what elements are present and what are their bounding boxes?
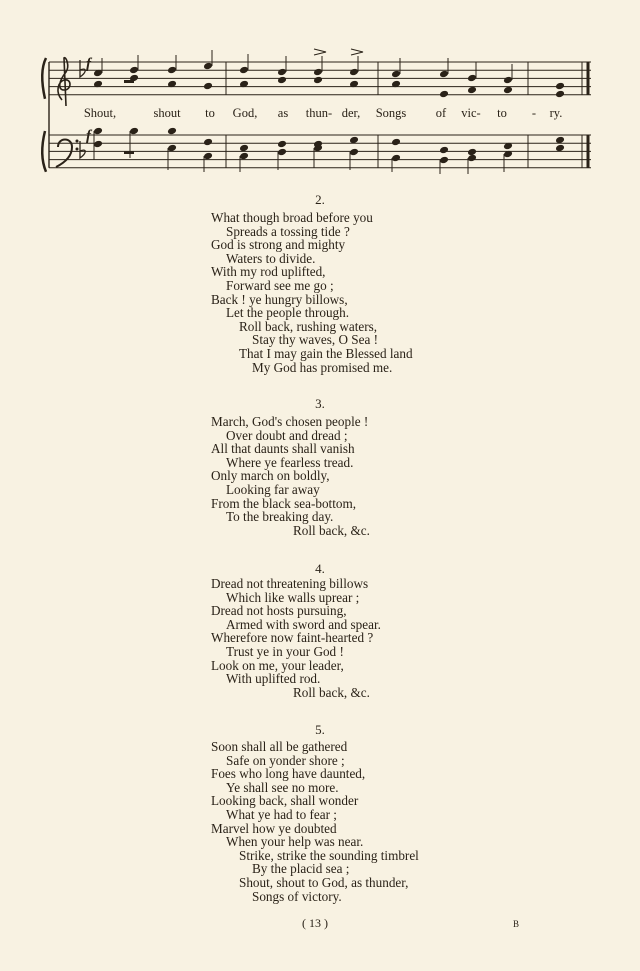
verse-line: All that daunts shall vanish xyxy=(211,441,355,457)
lyric-syllable: - xyxy=(531,106,537,120)
lyric-syllable: shout xyxy=(153,106,181,120)
verse-line: Wherefore now faint-hearted ? xyxy=(211,630,374,646)
verse-line: Ye shall see no more. xyxy=(226,779,339,795)
verse-line: Shout, shout to God, as thunder, xyxy=(239,875,409,890)
verse-line: Roll back, &c. xyxy=(293,522,370,538)
verse-line: Which like walls uprear ; xyxy=(226,589,360,605)
notehead xyxy=(203,62,213,71)
bracket-bottom xyxy=(42,131,46,172)
verse-line: Trust ye in your God ! xyxy=(226,644,344,659)
notehead xyxy=(93,140,103,149)
lyric-syllable: thun- xyxy=(305,106,333,120)
notehead xyxy=(129,66,139,75)
verse-line: Back ! ye hungry billows, xyxy=(211,291,348,307)
notehead xyxy=(391,154,401,163)
notehead xyxy=(167,127,177,136)
verse-line: Armed with sword and spear. xyxy=(226,616,381,632)
verse-line: Songs of victory. xyxy=(252,888,342,904)
verse-line: To the breaking day. xyxy=(226,509,334,525)
verse-line: By the placid sea ; xyxy=(252,861,350,877)
verse-line: Over doubt and dread ; xyxy=(226,427,348,443)
notehead xyxy=(93,127,103,136)
notehead xyxy=(439,70,449,79)
notehead xyxy=(467,74,477,83)
notehead xyxy=(555,82,565,91)
lyric-syllable: of xyxy=(435,106,447,120)
verse-line: Roll back, rushing waters, xyxy=(239,318,378,334)
bass-clef-dot xyxy=(76,140,79,143)
verse-line: That I may gain the Blessed land xyxy=(239,346,413,361)
accent-mark xyxy=(314,49,326,55)
verse-number: 5. xyxy=(315,722,325,737)
verse-line: March, God's chosen people ! xyxy=(211,414,369,429)
lyric-syllable: Shout, xyxy=(83,106,117,120)
notehead xyxy=(391,70,401,79)
notehead xyxy=(555,90,565,99)
treble-clef-icon xyxy=(58,58,70,106)
lyric-syllable: Songs xyxy=(375,106,407,120)
verse-line: Look on me, your leader, xyxy=(211,657,344,673)
verse-line: With my rod uplifted, xyxy=(211,264,326,280)
dynamic-forte-bass: f xyxy=(86,128,91,144)
verse-line: Let the people through. xyxy=(226,305,350,321)
verse-line: From the black sea-bottom, xyxy=(211,495,357,511)
notehead xyxy=(439,90,449,99)
verse-line: Dread not hosts pursuing, xyxy=(211,603,347,619)
notehead xyxy=(239,152,249,161)
notehead xyxy=(239,66,249,75)
verse-line: What though broad before you xyxy=(211,210,373,225)
half-rest xyxy=(124,80,134,83)
notehead xyxy=(503,76,513,85)
lyric-syllable: ry. xyxy=(549,106,563,120)
bracket-top xyxy=(42,58,46,99)
lyric-syllable: der, xyxy=(341,106,361,120)
verse-number: 2. xyxy=(315,192,325,207)
verse-line: Safe on yonder shore ; xyxy=(226,752,345,768)
verse-line: Dread not threatening billows xyxy=(211,576,369,591)
notehead xyxy=(467,154,477,163)
half-rest xyxy=(124,151,134,154)
verse-line: My God has promised me. xyxy=(252,359,393,375)
verse-line: Waters to divide. xyxy=(226,250,316,266)
page-number: ( 13 ) xyxy=(302,916,328,930)
notehead xyxy=(167,66,177,75)
verse-line: Where ye fearless tread. xyxy=(226,454,354,470)
verse-line: What ye had to fear ; xyxy=(226,807,337,822)
verse-line: Spreads a tossing tide ? xyxy=(226,223,350,239)
verse-line: When your help was near. xyxy=(226,834,364,850)
accent-mark xyxy=(351,49,363,55)
verse-number: 4. xyxy=(315,561,325,576)
lyric-syllable: as xyxy=(277,106,289,120)
notehead xyxy=(203,138,213,147)
lyric-syllable: vic- xyxy=(461,106,481,120)
dynamic-forte-treble: f xyxy=(86,56,91,72)
lyric-syllable: God, xyxy=(232,106,258,120)
notehead xyxy=(349,148,359,157)
verse-line: God is strong and mighty xyxy=(211,237,346,253)
lyric-syllable: to xyxy=(497,106,507,120)
verse-line: Looking far away xyxy=(226,482,320,497)
verse-line: Stay thy waves, O Sea ! xyxy=(252,332,378,348)
notehead xyxy=(129,127,139,136)
signature-mark: B xyxy=(513,919,520,929)
music-score xyxy=(0,0,640,175)
notehead xyxy=(277,76,287,85)
verse-line: Roll back, &c. xyxy=(293,684,370,700)
verse-line: Strike, strike the sounding timbrel xyxy=(239,847,419,863)
verse-line: Marvel how ye doubted xyxy=(211,820,337,836)
notehead xyxy=(313,76,323,85)
notehead xyxy=(391,138,401,147)
verse-line: Forward see me go ; xyxy=(226,278,334,293)
verse-number: 3. xyxy=(315,396,325,411)
notehead xyxy=(203,152,213,161)
notehead xyxy=(277,68,287,77)
notehead xyxy=(277,140,287,149)
bass-clef-dot xyxy=(76,148,79,151)
notehead xyxy=(313,68,323,77)
flat-icon xyxy=(80,60,85,77)
verse-line: Soon shall all be gathered xyxy=(211,739,348,754)
verse-line: Looking back, shall wonder xyxy=(211,793,359,809)
verse-line: Foes who long have daunted, xyxy=(211,766,366,782)
lyric-syllable: to xyxy=(205,106,215,120)
notehead xyxy=(203,82,213,91)
verse-line: Only march on boldly, xyxy=(211,468,330,484)
verse-line: With uplifted rod. xyxy=(226,671,321,687)
notehead xyxy=(439,156,449,165)
notehead xyxy=(439,146,449,155)
notehead xyxy=(349,68,359,77)
notehead xyxy=(277,148,287,157)
